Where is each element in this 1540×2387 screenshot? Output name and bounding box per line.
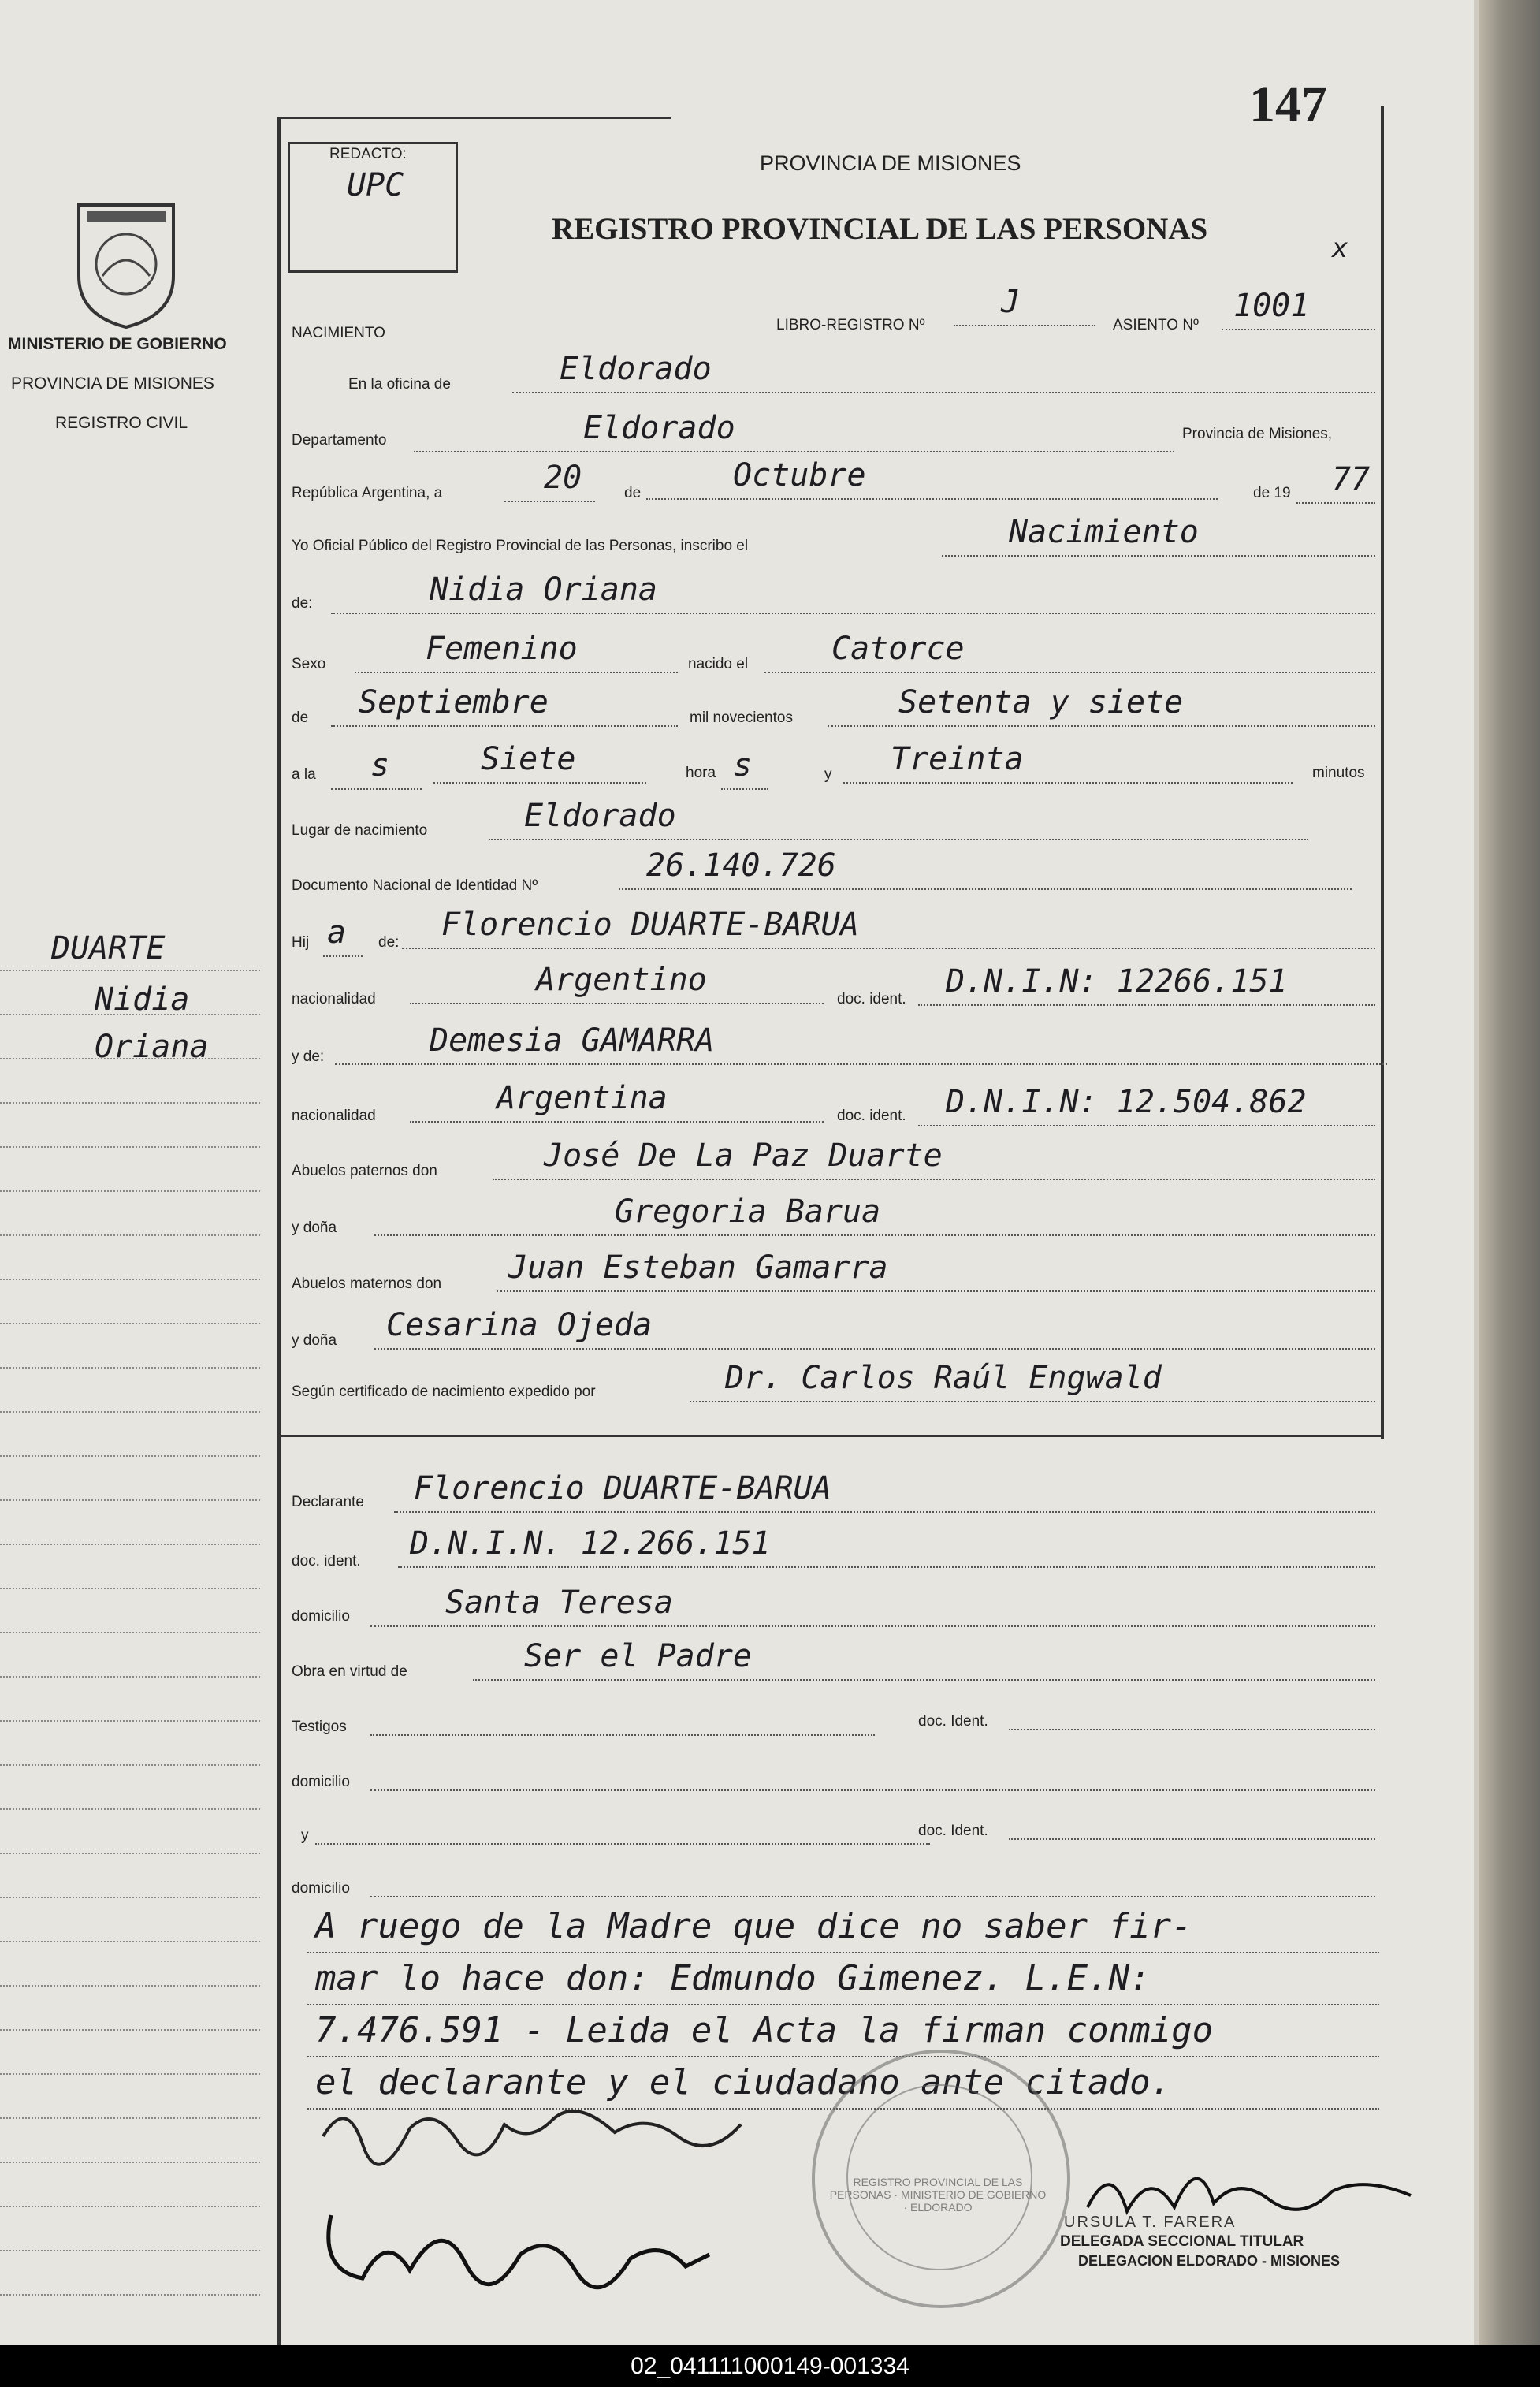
margin-rule [0,1985,260,1987]
margin-rule [0,2073,260,2075]
value-nac_padre[interactable]: Argentino [536,962,707,998]
value-ala[interactable]: s [370,747,390,784]
field-line [374,1234,1375,1236]
label-dni: Documento Nacional de Identidad Nº [292,877,538,894]
field-line [489,839,1308,840]
declarant-signature [315,2081,757,2176]
field-line [374,1348,1375,1350]
field-line [315,1843,930,1845]
redacto-label: REDACTO: [329,146,407,162]
value-declarante[interactable]: Florencio DUARTE-BARUA [414,1470,831,1506]
label-y2: y [301,1827,309,1844]
margin-rule [0,2162,260,2163]
observation-rule [307,1952,1379,1953]
label-republica: República Argentina, a [292,485,443,501]
margin-rule [0,2206,260,2207]
field-line [402,948,1375,949]
value-nacido[interactable]: Catorce [831,631,965,667]
field-line [918,1004,1375,1006]
margin-rule [0,1544,260,1545]
label-abuelos_p: Abuelos paternos don [292,1163,437,1179]
field-line [646,498,1218,500]
margin-rule [0,2117,260,2119]
label-libro: LIBRO-REGISTRO Nº [776,317,925,333]
value-madre[interactable]: Demesia GAMARRA [430,1022,715,1059]
margin-rule [0,970,260,971]
observation-line: 7.476.591 - Leida el Acta la firman conmigo [315,2010,1214,2050]
margin-rule [0,1764,260,1766]
margin-rule [0,2029,260,2031]
field-line [414,451,1174,452]
value-horas[interactable]: Siete [481,741,576,777]
margin-rule [0,1676,260,1678]
observation-line: el declarante y el ciudadano ante citado. [315,2062,1172,2102]
margin-rule [0,1720,260,1722]
value-segun[interactable]: Dr. Carlos Raúl Engwald [725,1360,1162,1396]
label-provincia: Provincia de Misiones, [1182,426,1333,442]
margin-rule [0,1190,260,1192]
label-oficina: En la oficina de [348,376,451,393]
value-dni[interactable]: 26.140.726 [646,847,836,884]
label-docident2: doc. ident. [837,1108,906,1124]
margin-rule [0,1058,260,1059]
label-de3: de [292,709,309,726]
value-nac_madre[interactable]: Argentina [497,1080,668,1116]
redacto-value: UPC [347,167,404,203]
value-minutos[interactable]: Treinta [891,741,1024,777]
margin-second-name: Oriana [95,1029,209,1065]
label-segun: Según certificado de nacimiento expedido por [292,1383,596,1400]
book-edge [1479,0,1540,2345]
margin-rule [0,1367,260,1369]
value-anio_nac[interactable]: Setenta y siete [898,684,1184,721]
field-line [331,725,678,727]
value-mes_nac[interactable]: Septiembre [359,684,549,721]
value-nombre[interactable]: Nidia Oriana [430,572,657,608]
stamp-title: DELEGADA SECCIONAL TITULAR [1060,2233,1304,2250]
value-padre[interactable]: Florencio DUARTE-BARUA [441,907,859,943]
value-oficina[interactable]: Eldorado [560,351,712,387]
label-departamento: Departamento [292,432,387,449]
value-anio[interactable]: 77 [1332,461,1371,497]
label-docident3: doc. ident. [292,1553,361,1570]
observation-line: mar lo hace don: Edmundo Gimenez. L.E.N: [315,1958,1151,1998]
seal-text: REGISTRO PROVINCIAL DE LAS PERSONAS · MINISTERIO DE GOBIERNO · ELDORADO [829,2176,1047,2214]
label-minutos: minutos [1312,765,1365,781]
margin-rule [0,1853,260,1854]
value-abuela_m[interactable]: Cesarina Ojeda [386,1307,653,1343]
value-obra[interactable]: Ser el Padre [524,1638,752,1674]
field-line [942,555,1375,557]
label-obra: Obra en virtud de [292,1663,407,1680]
corner-mark: x [1332,233,1348,264]
frame-top-rule [277,117,671,119]
field-line [331,788,422,790]
label-y: y [824,766,832,783]
value-abuela_p[interactable]: Gregoria Barua [615,1194,881,1230]
label-ydona: y doña [292,1220,337,1236]
field-line [394,1511,1375,1513]
field-line [619,888,1352,890]
field-line [355,672,678,673]
field-line [1296,502,1375,504]
value-abuelo_m[interactable]: Juan Esteban Gamarra [508,1249,888,1286]
registry-title: REGISTRO PROVINCIAL DE LAS PERSONAS [552,212,1208,246]
field-line [410,1003,824,1004]
margin-rule [0,2294,260,2296]
value-domicilio[interactable]: Santa Teresa [445,1585,673,1621]
label-declarante: Declarante [292,1494,364,1510]
label-nacionalidad: nacionalidad [292,991,376,1007]
observation-rule [307,2004,1379,2005]
civil-registry-label: REGISTRO CIVIL [55,414,188,432]
field-line [493,1179,1375,1180]
margin-rule [0,1941,260,1942]
ministry-label: MINISTERIO DE GOBIERNO [8,335,227,353]
label-abuelos_m: Abuelos maternos don [292,1275,442,1292]
value-departamento[interactable]: Eldorado [583,410,735,446]
label-de4: de: [378,934,400,951]
province-label: PROVINCIA DE MISIONES [11,374,214,393]
label-de: de [624,485,642,501]
label-ydona2: y doña [292,1332,337,1349]
field-line [433,782,646,784]
label-hij: Hij [292,934,310,951]
margin-rule [0,2250,260,2251]
field-line [370,1789,1375,1791]
field-line [918,1125,1375,1126]
field-line [497,1290,1375,1292]
label-asiento: ASIENTO Nº [1113,317,1199,333]
value-lugar[interactable]: Eldorado [524,798,676,834]
label-docident: doc. ident. [837,991,906,1007]
label-mil: mil novecientos [690,709,793,726]
field-line [504,501,595,502]
label-de19: de 19 [1253,485,1291,501]
stamp-office: DELEGACION ELDORADO - MISIONES [1078,2253,1341,2269]
field-line [690,1401,1375,1402]
margin-rule [0,1014,260,1015]
margin-rule [0,1234,260,1236]
margin-surname: DUARTE [51,930,166,966]
label-nacido: nacido el [688,656,749,672]
observation-line: A ruego de la Madre que dice no saber fir- [315,1906,1192,1946]
label-domicilio2: domicilio [292,1774,350,1790]
label-de2: de: [292,595,313,612]
margin-rule [0,1897,260,1898]
field-line [398,1566,1375,1568]
margin-rule [0,1808,260,1810]
value-asiento[interactable]: 1001 [1233,288,1310,324]
margin-rule [0,1588,260,1589]
value-horas_s[interactable]: s [733,747,753,784]
province-emblem-icon [63,189,189,331]
label-sexo: Sexo [292,656,326,672]
margin-rule [0,1455,260,1457]
field-line [512,392,1375,393]
field-line [370,1896,1375,1897]
label-yo: Yo Oficial Público del Registro Provincial de las Personas, inscribo el [292,538,749,554]
label-testigos: Testigos [292,1719,347,1735]
label-lugar: Lugar de nacimiento [292,822,428,839]
field-line [410,1121,824,1123]
label-horas: hora [686,765,716,781]
field-line [335,1063,1387,1065]
field-line [370,1734,875,1736]
value-inscribo[interactable]: Nacimiento [1009,514,1199,550]
margin-rule [0,1146,260,1148]
label-docident5: doc. Ident. [918,1823,988,1839]
field-line [721,788,768,790]
field-line [473,1679,1375,1681]
field-line [843,782,1293,784]
value-doc_decl[interactable]: D.N.I.N. 12.266.151 [410,1525,771,1562]
margin-rule [0,1499,260,1501]
label-docident4: doc. Ident. [918,1713,988,1730]
value-mes[interactable]: Octubre [733,457,866,493]
label-ala: a la [292,766,316,783]
field-line [323,955,363,957]
field-line [1222,329,1375,330]
margin-rule [0,1102,260,1104]
value-libro[interactable]: J [1001,284,1021,320]
label-domicilio: domicilio [292,1608,350,1625]
value-abuelo_p[interactable]: José De La Paz Duarte [544,1138,943,1174]
value-sexo[interactable]: Femenino [426,631,578,667]
label-nacimiento: NACIMIENTO [292,325,385,341]
stamp-name: URSULA T. FARERA [1064,2214,1237,2231]
field-line [1009,1838,1375,1840]
margin-first-name: Nidia [95,981,190,1018]
main-frame-left [277,118,281,2345]
label-nacionalidad2: nacionalidad [292,1108,376,1124]
margin-rule [0,1279,260,1280]
page-number: 147 [1249,76,1327,133]
field-line [1009,1729,1375,1730]
witness-signature [315,2184,725,2294]
province-title: PROVINCIA DE MISIONES [760,151,1021,175]
value-doc_madre[interactable]: D.N.I.N: 12.504.862 [946,1084,1307,1120]
value-hij[interactable]: a [327,914,347,951]
margin-rule [0,1323,260,1324]
field-line [828,725,1375,727]
value-doc_padre[interactable]: D.N.I.N: 12266.151 [946,963,1288,1000]
field-line [954,325,1095,326]
margin-rule [0,1411,260,1413]
field-line [331,613,1375,614]
label-yde: y de: [292,1048,325,1065]
value-dia[interactable]: 20 [544,460,582,496]
observation-rule [307,2056,1379,2057]
field-line [370,1625,1375,1627]
label-domicilio3: domicilio [292,1880,350,1897]
section-divider [281,1435,1384,1437]
image-id-footer: 02_041111000149-001334 [0,2345,1540,2387]
field-line [764,672,1375,673]
main-frame-right [1381,106,1384,1439]
margin-rule [0,1632,260,1633]
